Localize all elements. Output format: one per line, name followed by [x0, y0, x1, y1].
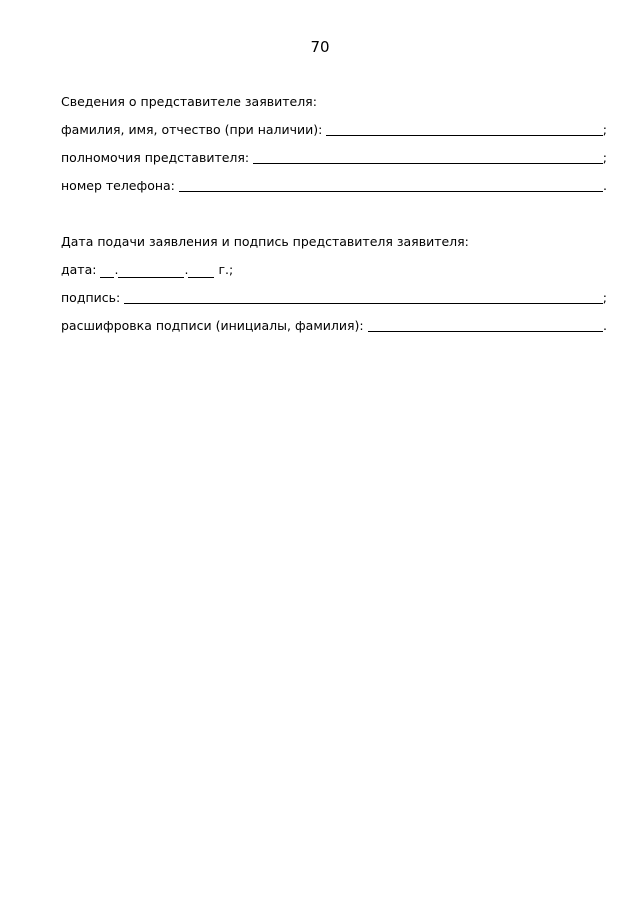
- full-name-label: фамилия, имя, отчество (при наличии):: [61, 122, 323, 137]
- submission-section: [61, 232, 607, 250]
- signature-transcript-field[interactable]: [368, 330, 603, 332]
- signature-field[interactable]: [124, 302, 603, 304]
- signature-line: [61, 288, 607, 306]
- date-year-field[interactable]: [188, 265, 214, 278]
- representative-heading: Сведения о представителе заявителя:: [61, 94, 317, 109]
- authority-field[interactable]: [253, 162, 603, 164]
- authority-end: ;: [602, 150, 607, 165]
- date-line: [61, 260, 607, 278]
- signature-transcript-end: .: [603, 318, 607, 333]
- authority-line: [61, 148, 607, 166]
- phone-end: .: [603, 178, 607, 193]
- date-separator: .: [114, 262, 119, 277]
- date-label: дата:: [61, 262, 97, 277]
- signature-transcript-label: расшифровка подписи (инициалы, фамилия):: [61, 318, 364, 333]
- date-suffix: г.;: [218, 262, 234, 277]
- full-name-end: ;: [602, 122, 607, 137]
- phone-field[interactable]: [179, 190, 603, 192]
- submission-heading: Дата подачи заявления и подпись представителя заявителя:: [61, 234, 469, 249]
- date-day-field[interactable]: [100, 265, 114, 278]
- page-number: 70: [310, 38, 330, 56]
- full-name-line: [61, 120, 607, 138]
- signature-label: подпись:: [61, 290, 121, 305]
- representative-section: [61, 92, 607, 110]
- date-separator: .: [184, 262, 189, 277]
- full-name-field[interactable]: [326, 134, 602, 136]
- authority-label: полномочия представителя:: [61, 150, 250, 165]
- phone-label: номер телефона:: [61, 178, 175, 193]
- signature-transcript-line: [61, 316, 607, 334]
- signature-end: ;: [602, 290, 607, 305]
- phone-line: [61, 176, 607, 194]
- date-month-field[interactable]: [118, 265, 184, 278]
